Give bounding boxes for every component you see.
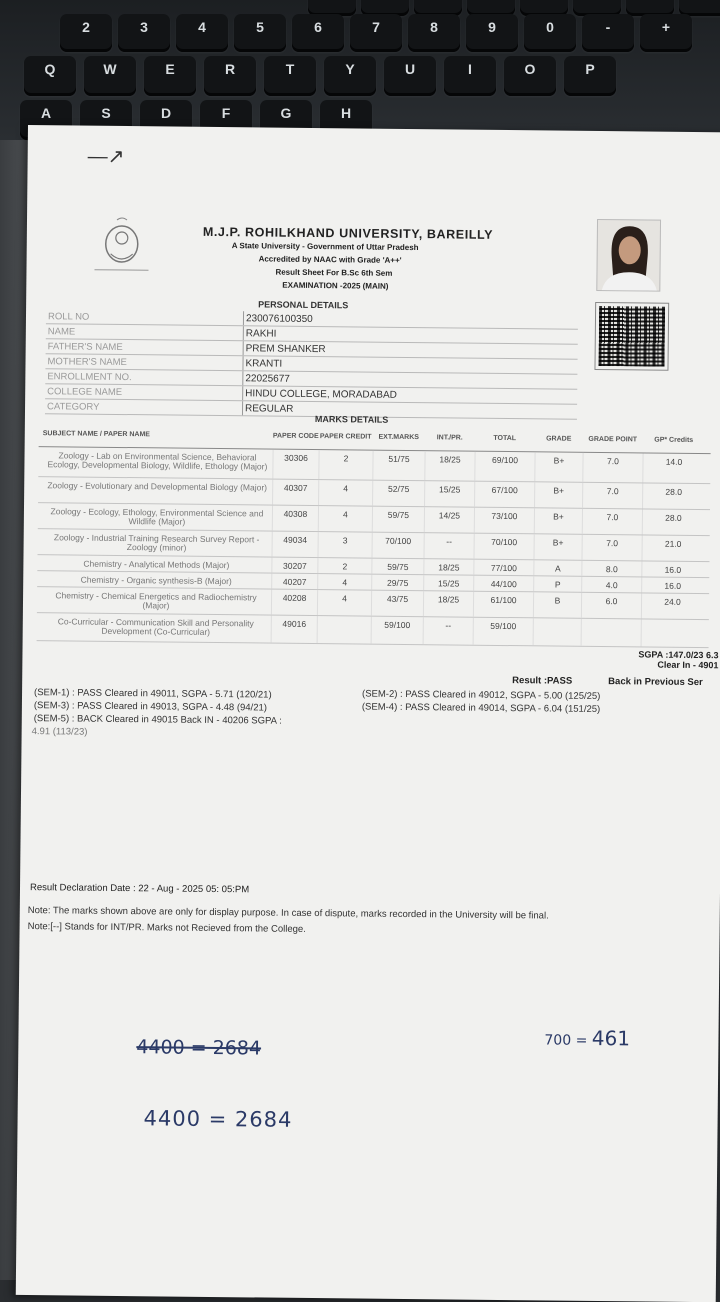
marks-cell-credit: 4 [318, 506, 372, 532]
marks-cell-name: Zoology - Ecology, Ethology, Environmental Science and Wildlife (Major) [50, 506, 264, 527]
personal-value: 22025677 [245, 373, 290, 385]
qr-code [595, 303, 668, 370]
marks-cell-name: Zoology - Industrial Training Research Survey Report - Zoology (minor) [53, 532, 260, 553]
key-7: 7 [350, 14, 402, 52]
marks-cell-name: Zoology - Lab on Environmental Science, Behavioral Ecology, Developmental Biology, Wildlife, Ethology (Major) [47, 450, 268, 472]
personal-label: ROLL NO [46, 309, 244, 325]
key-4: 4 [176, 14, 228, 52]
personal-details-table [45, 309, 578, 420]
marks-cell-grade: A [533, 560, 581, 576]
marks-cell-ext: 59/75 [371, 559, 423, 575]
marks-cell-name: Zoology - Evolutionary and Developmental Biology (Major) [47, 480, 268, 493]
key-f: F [200, 100, 252, 140]
key-5: 5 [234, 14, 286, 52]
marks-cell-int: 14/25 [424, 507, 474, 533]
marks-cell-ext: 59/100 [371, 617, 423, 645]
marks-cell-gp: 7.0 [582, 483, 642, 509]
marks-cell-gpc: 28.0 [642, 483, 704, 509]
marks-cell-code: 40207 [271, 574, 317, 589]
personal-label: MOTHER'S NAME [45, 354, 243, 370]
marks-cell-int: -- [423, 533, 473, 559]
marks-cell-code: 30207 [271, 558, 317, 573]
sem-4-result: (SEM-4) : PASS Cleared in 49014, SGPA - 6.04 (151/25) [361, 701, 601, 716]
marks-cell-int: 18/25 [424, 451, 474, 481]
personal-value: RAKHI [245, 328, 277, 340]
key-t: T [264, 56, 316, 96]
marks-cell-total: 77/100 [473, 560, 533, 576]
key-u: U [384, 56, 436, 96]
note-2: Note:[--] Stands for INT/PR. Marks not Recieved from the College. [27, 921, 306, 935]
pen-mark: —↗ [87, 145, 125, 169]
sgpa-value: SGPA :147.0/23 6.3 [638, 649, 719, 661]
personal-label: FATHER'S NAME [46, 339, 244, 355]
marks-cell-code: 40308 [272, 506, 318, 531]
marks-cell-name: Co-Curricular - Communication Skill and Personality Development (Co-Curricular) [57, 616, 254, 637]
key-e: E [144, 56, 196, 96]
marks-cell-total: 59/100 [473, 618, 533, 646]
marks-cell-gp: 7.0 [581, 535, 641, 561]
marks-cell-ext: 51/75 [372, 451, 424, 481]
marks-cell-credit [317, 616, 371, 644]
marks-cell-ext: 70/100 [371, 533, 423, 559]
personal-label: NAME [46, 324, 244, 340]
key-i: I [444, 56, 496, 96]
personal-value: REGULAR [244, 403, 294, 415]
personal-label: CATEGORY [45, 399, 243, 415]
marks-cell-credit: 3 [317, 532, 371, 558]
marks-cell-total: 73/100 [474, 508, 534, 534]
university-name: M.J.P. ROHILKHAND UNIVERSITY, BAREILLY [202, 224, 494, 242]
handwritten-struck-calculation: 4400 = 2684 [136, 1036, 262, 1060]
key-plus: + [640, 14, 692, 52]
marks-cell-grade [533, 618, 581, 646]
marks-cell-credit: 4 [318, 480, 372, 506]
key-3: 3 [118, 14, 170, 52]
marks-cell-gp [581, 619, 641, 647]
clear-in: Clear In - 4901 [657, 659, 719, 671]
key-s: S [80, 100, 132, 140]
marks-cell-total: 67/100 [474, 482, 534, 508]
marks-cell-gpc: 21.0 [641, 535, 703, 561]
marks-cell-ext: 59/75 [372, 507, 424, 533]
key-g: G [260, 100, 312, 140]
header-line-1: A State University - Government of Uttar Pradesh [231, 241, 419, 253]
marks-header-cell: GP* Credits [654, 436, 694, 444]
result-sheet [16, 125, 720, 1302]
marks-cell-ext: 29/75 [371, 575, 423, 591]
marks-cell-grade: B+ [533, 534, 581, 560]
marks-header-cell: GRADE POINT [588, 435, 638, 444]
marks-cell-int: -- [423, 617, 473, 645]
note-1: Note: The marks shown above are only for display purpose. In case of dispute, marks recorded in the University will be final. [27, 905, 549, 922]
marks-cell-name: Chemistry - Organic synthesis-B (Major) [80, 574, 232, 587]
marks-cell-name: Chemistry - Chemical Energetics and Radiochemistry (Major) [55, 590, 257, 611]
key-minus: - [582, 14, 634, 52]
marks-cell-gpc [641, 619, 703, 647]
marks-details-title: MARKS DETAILS [314, 414, 389, 425]
marks-cell-total: 69/100 [474, 452, 534, 482]
marks-cell-gp: 4.0 [581, 577, 641, 593]
sem-1-result: (SEM-1) : PASS Cleared in 49011, SGPA - 5.71 (120/21) [33, 687, 272, 701]
student-photo [596, 219, 661, 292]
marks-header-cell: PAPER CREDIT [319, 433, 372, 441]
marks-table [37, 421, 711, 648]
marks-cell-credit: 2 [318, 450, 372, 480]
result-status: Result :PASS [512, 675, 573, 687]
marks-cell-gpc: 28.0 [642, 509, 704, 535]
back-previous: Back in Previous Ser [608, 676, 703, 689]
key-h: H [320, 100, 372, 140]
marks-cell-credit: 2 [317, 558, 371, 574]
marks-cell-credit: 4 [317, 574, 371, 590]
marks-cell-grade: B+ [534, 452, 582, 482]
key-8: 8 [408, 14, 460, 52]
marks-cell-gp: 7.0 [582, 509, 642, 535]
marks-cell-total: 44/100 [473, 576, 533, 592]
marks-cell-gpc: 24.0 [641, 593, 703, 619]
marks-header-cell: EXT.MARKS [378, 433, 420, 442]
marks-cell-int: 15/25 [423, 575, 473, 591]
header-line-4: EXAMINATION -2025 (MAIN) [282, 280, 389, 291]
personal-value: 230076100350 [245, 313, 313, 325]
key-9: 9 [466, 14, 518, 52]
marks-cell-code: 40307 [272, 480, 318, 505]
marks-cell-grade: P [533, 576, 581, 592]
key-p: P [564, 56, 616, 96]
personal-value: HINDU COLLEGE, MORADABAD [245, 388, 397, 401]
marks-header-cell: PAPER CODE [272, 432, 319, 441]
marks-cell-total: 70/100 [473, 534, 533, 560]
marks-cell-ext: 43/75 [371, 591, 423, 617]
marks-cell-credit: 4 [317, 590, 371, 616]
marks-cell-code: 49034 [271, 532, 317, 557]
marks-cell-int: 18/25 [423, 591, 473, 617]
marks-header-cell: GRADE [546, 435, 572, 443]
personal-value: PREM SHANKER [245, 343, 326, 356]
marks-cell-code: 49016 [271, 616, 317, 643]
university-emblem-icon [88, 214, 155, 277]
marks-cell-code: 40208 [271, 590, 317, 615]
marks-cell-grade: B+ [534, 482, 582, 508]
handwritten-calculation: 4400 = 2684 [143, 1106, 293, 1132]
sem-5-sgpa: 4.91 (113/23) [31, 726, 88, 738]
marks-cell-gp: 8.0 [581, 561, 641, 577]
handwritten-side-note: 700 = 461 [544, 1025, 631, 1051]
sgpa-summary [638, 649, 718, 670]
marks-cell-name: Chemistry - Analytical Methods (Major) [83, 558, 230, 571]
key-d: D [140, 100, 192, 140]
key-q: Q [24, 56, 76, 96]
key-2: 2 [60, 14, 112, 52]
key-o: O [504, 56, 556, 96]
marks-header-cell: SUBJECT NAME / PAPER NAME [42, 430, 151, 439]
personal-details-title: PERSONAL DETAILS [258, 299, 349, 311]
sem-5-result: (SEM-5) : BACK Cleared in 49015 Back IN - 40206 SGPA : [33, 713, 282, 727]
header-line-2: Accredited by NAAC with Grade 'A++' [258, 254, 402, 265]
key-w: W [84, 56, 136, 96]
marks-cell-grade: B [533, 592, 581, 618]
marks-cell-ext: 52/75 [372, 481, 424, 507]
personal-label: COLLEGE NAME [45, 384, 243, 400]
marks-cell-gpc: 16.0 [641, 561, 703, 577]
key-0: 0 [524, 14, 576, 52]
marks-cell-code: 30306 [272, 450, 318, 479]
key-y: Y [324, 56, 376, 96]
marks-cell-gpc: 14.0 [642, 453, 704, 483]
key-r: R [204, 56, 256, 96]
declaration-date: Result Declaration Date : 22 - Aug - 2025 05: 05:PM [29, 882, 250, 896]
marks-cell-grade: B+ [534, 508, 582, 534]
marks-header-cell: TOTAL [493, 434, 517, 443]
marks-cell-gpc: 16.0 [641, 577, 703, 593]
marks-cell-gp: 6.0 [581, 593, 641, 619]
header-line-3: Result Sheet For B.Sc 6th Sem [275, 267, 393, 278]
marks-row [37, 613, 709, 648]
marks-cell-gp: 7.0 [582, 453, 642, 483]
sem-2-result: (SEM-2) : PASS Cleared in 49012, SGPA - 5.00 (125/25) [362, 688, 601, 703]
personal-label: ENROLLMENT NO. [45, 369, 243, 385]
sem-3-result: (SEM-3) : PASS Cleared in 49013, SGPA - 4.48 (94/21) [33, 700, 268, 714]
personal-value: KRANTI [245, 358, 283, 370]
key-a: A [20, 100, 72, 140]
marks-cell-total: 61/100 [473, 592, 533, 618]
marks-header-cell: INT./PR. [436, 434, 463, 442]
marks-cell-int: 15/25 [424, 481, 474, 507]
marks-cell-int: 18/25 [423, 559, 473, 575]
key-6: 6 [292, 14, 344, 52]
